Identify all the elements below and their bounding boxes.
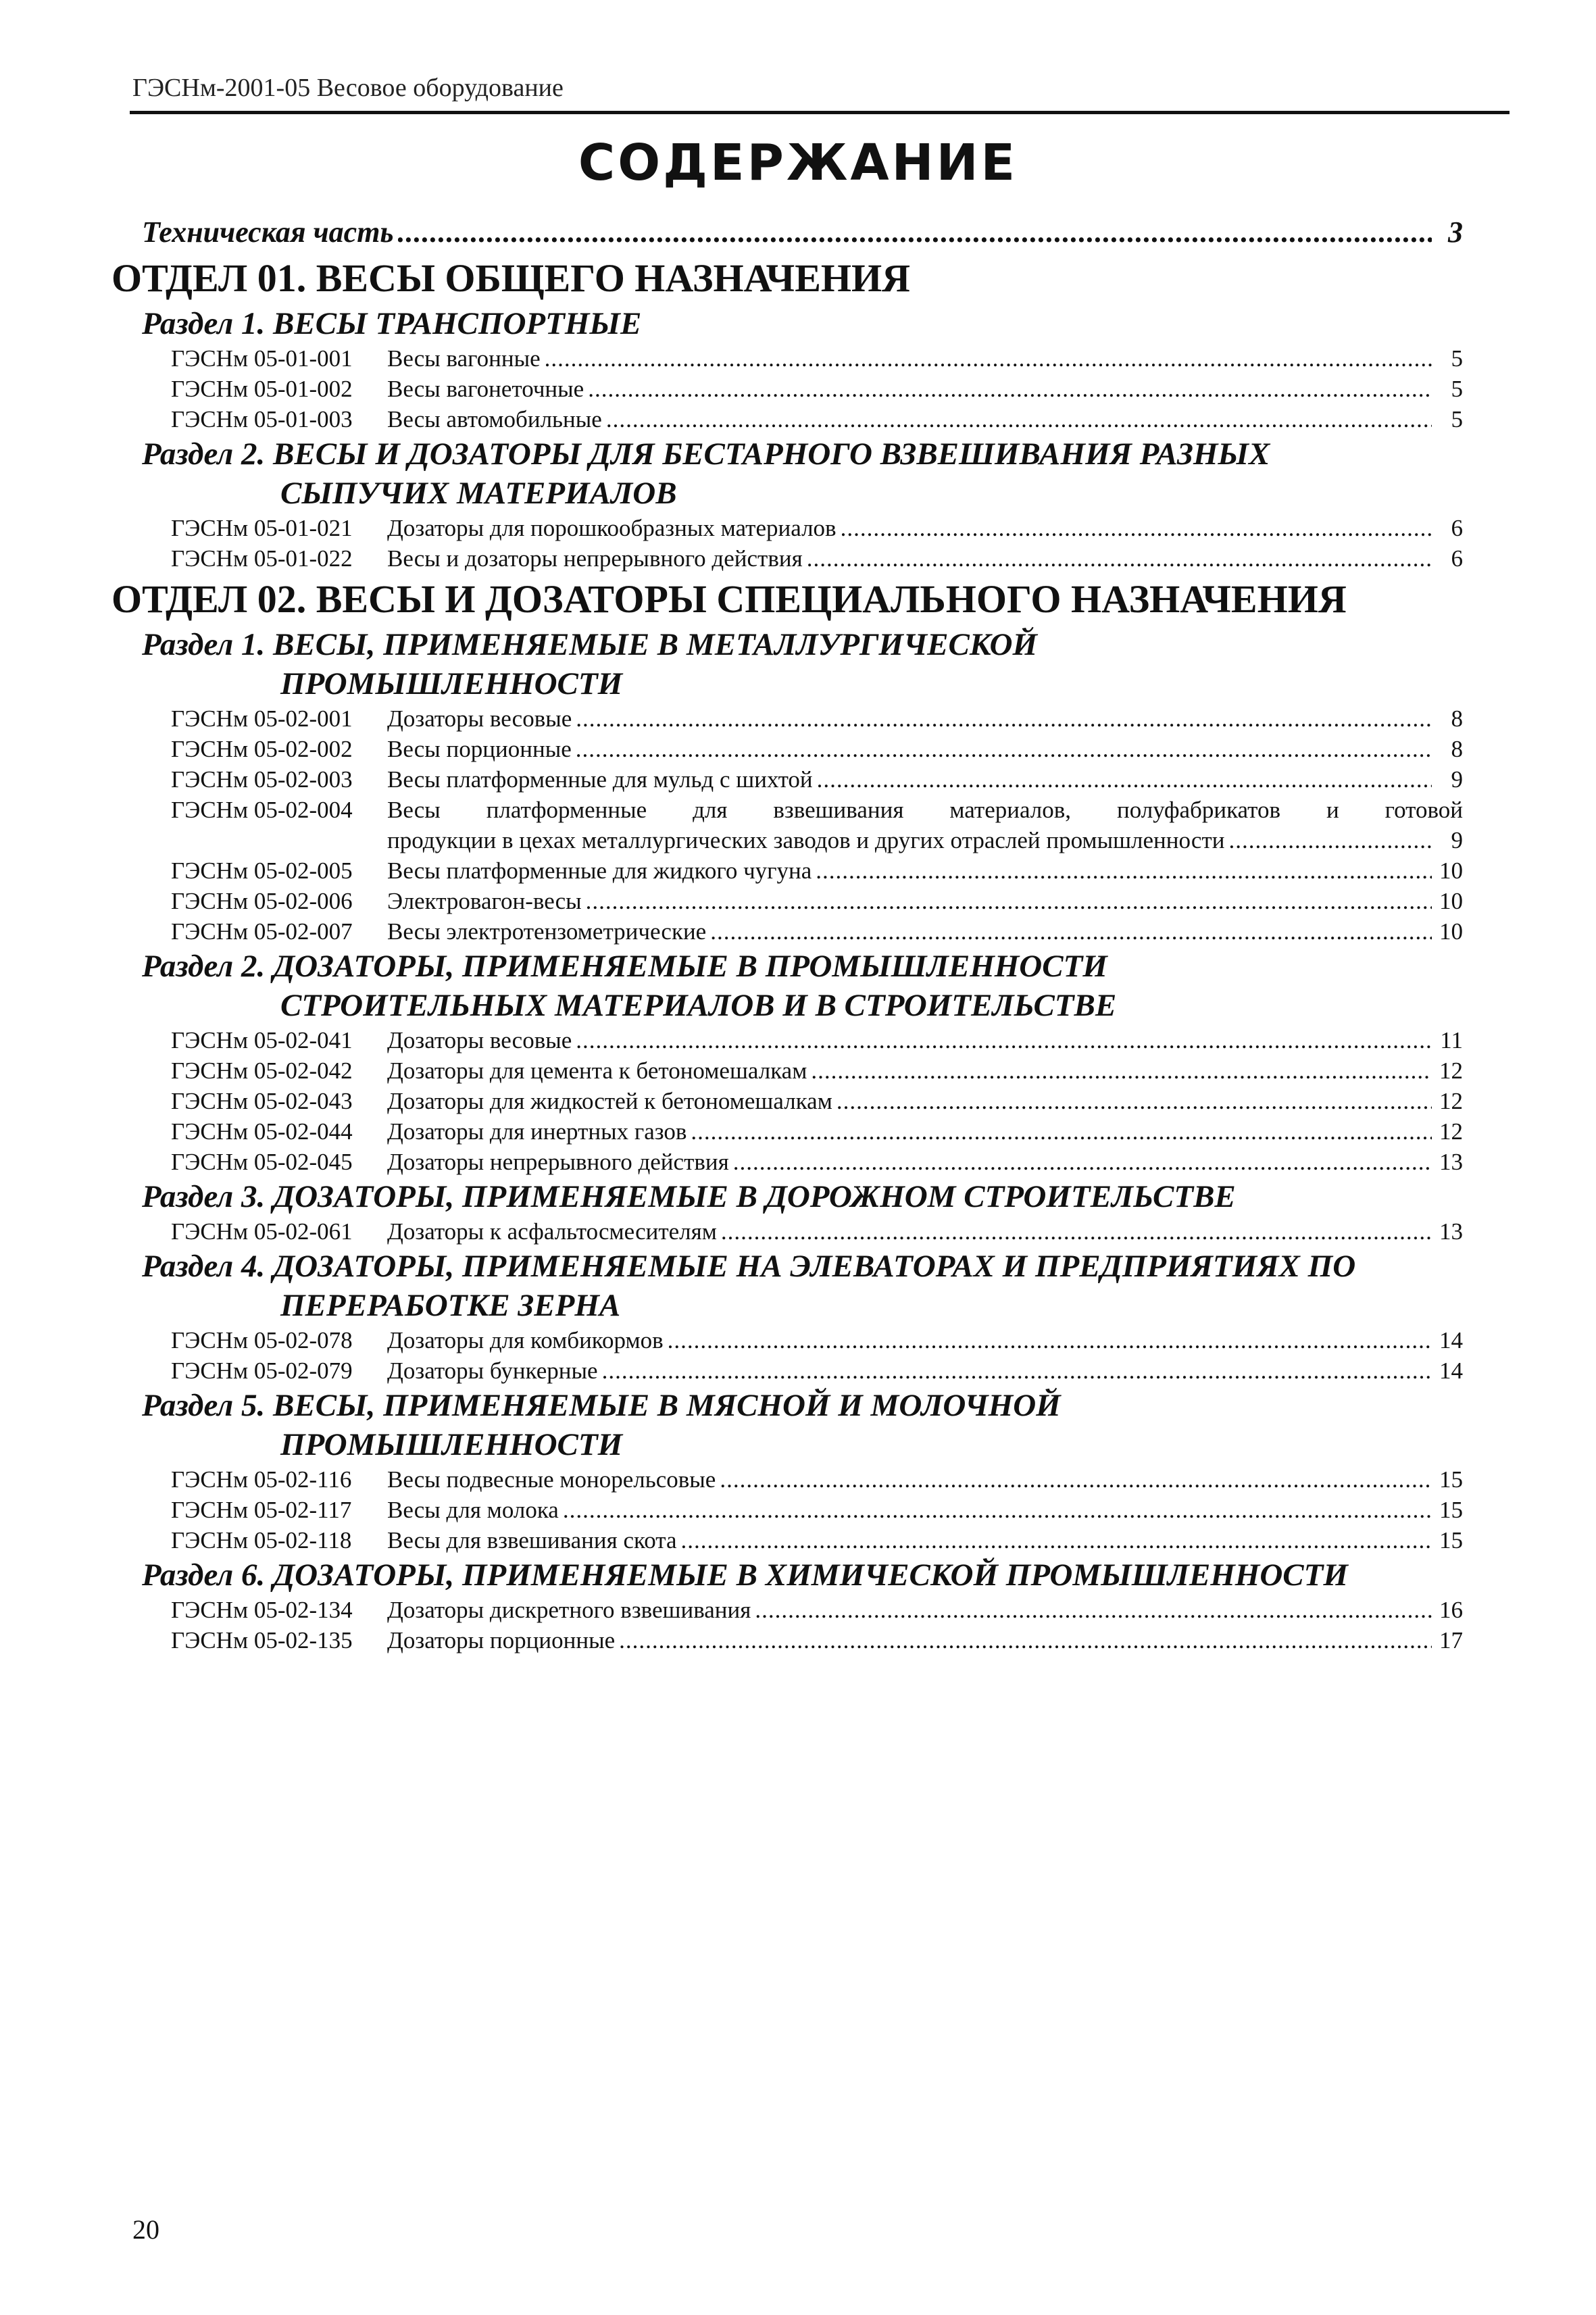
toc-entry[interactable] bbox=[111, 374, 1463, 404]
section-title-line2: ПЕРЕРАБОТКЕ ЗЕРНА bbox=[280, 1288, 621, 1323]
toc-entry-code: ГЭСНм 05-02-006 bbox=[171, 888, 353, 914]
toc-entry-code: ГЭСНм 05-01-001 bbox=[171, 345, 353, 372]
toc-entry[interactable] bbox=[111, 1625, 1463, 1656]
division-heading: ОТДЕЛ 02. ВЕСЫ И ДОЗАТОРЫ СПЕЦИАЛЬНОГО НАЗНАЧЕНИЯ bbox=[111, 577, 1347, 621]
section-heading bbox=[111, 1555, 1463, 1595]
section-title-line1: Раздел 2. ВЕСЫ И ДОЗАТОРЫ ДЛЯ БЕСТАРНОГО ВЗВЕШИВАНИЯ РАЗНЫХ bbox=[142, 437, 1270, 472]
toc-entry-label bbox=[171, 404, 602, 434]
toc-page-number: 17 bbox=[1439, 1627, 1463, 1653]
section-title-line2: СЫПУЧИХ МАТЕРИАЛОВ bbox=[280, 476, 677, 511]
toc-page-number: 8 bbox=[1451, 705, 1463, 732]
section-title-line1: Раздел 6. ДОЗАТОРЫ, ПРИМЕНЯЕМЫЕ В ХИМИЧЕСКОЙ ПРОМЫШЛЕННОСТИ bbox=[142, 1558, 1348, 1593]
toc-entry[interactable] bbox=[111, 1025, 1463, 1055]
toc-entry[interactable] bbox=[111, 1116, 1463, 1147]
toc-entry[interactable] bbox=[111, 343, 1463, 374]
leader-dots bbox=[545, 343, 1432, 374]
leader-dots bbox=[576, 734, 1432, 764]
toc-entry-code: ГЭСНм 05-01-003 bbox=[171, 406, 353, 432]
toc-entry-code: ГЭСНм 05-02-135 bbox=[171, 1627, 353, 1653]
leader-dots bbox=[668, 1325, 1432, 1355]
toc-entry-code: ГЭСНм 05-02-001 bbox=[171, 705, 353, 732]
toc-entry-label bbox=[171, 1025, 572, 1055]
toc-entry-code: ГЭСНм 05-02-079 bbox=[171, 1358, 353, 1384]
toc-entry[interactable] bbox=[111, 1055, 1463, 1086]
leader-dots bbox=[681, 1525, 1432, 1555]
leader-dots bbox=[720, 1464, 1432, 1495]
section-heading bbox=[111, 304, 1463, 343]
section-title-line2: ПРОМЫШЛЕННОСТИ bbox=[280, 1427, 623, 1462]
toc-entry[interactable] bbox=[111, 1464, 1463, 1495]
toc-entry-code: ГЭСНм 05-02-041 bbox=[171, 1027, 353, 1053]
toc-entry-label bbox=[171, 543, 803, 574]
leader-dots bbox=[691, 1116, 1432, 1147]
toc-entry-code: ГЭСНм 05-02-117 bbox=[171, 1497, 352, 1523]
toc-entry-text: Электровагон-весы bbox=[387, 888, 582, 914]
leader-dots bbox=[733, 1147, 1432, 1177]
section-title-line2: СТРОИТЕЛЬНЫХ МАТЕРИАЛОВ И В СТРОИТЕЛЬСТВЕ bbox=[280, 988, 1117, 1023]
toc-entry-code: ГЭСНм 05-02-042 bbox=[171, 1057, 353, 1084]
toc-entry-label bbox=[171, 1495, 559, 1525]
toc-entry-code: ГЭСНм 05-02-118 bbox=[171, 1527, 352, 1553]
toc-page-number: 14 bbox=[1439, 1327, 1463, 1353]
section-title-line1: Раздел 5. ВЕСЫ, ПРИМЕНЯЕМЫЕ В МЯСНОЙ И МОЛОЧНОЙ bbox=[142, 1388, 1061, 1423]
toc-entry-code: ГЭСНм 05-02-078 bbox=[171, 1327, 353, 1353]
toc-entry-code: ГЭСНм 05-02-116 bbox=[171, 1466, 352, 1493]
toc-entry-text: Дозаторы к асфальтосмесителям bbox=[387, 1218, 717, 1245]
toc-entry-text: Весы электротензометрические bbox=[387, 918, 707, 945]
toc-page-number: 10 bbox=[1439, 857, 1463, 884]
leader-dots bbox=[816, 855, 1432, 886]
toc-entry-code: ГЭСНм 05-01-002 bbox=[171, 376, 353, 402]
toc-page-number: 10 bbox=[1439, 918, 1463, 945]
toc-entry-text: Весы для взвешивания скота bbox=[387, 1527, 677, 1553]
section-title-line1: Раздел 2. ДОЗАТОРЫ, ПРИМЕНЯЕМЫЕ В ПРОМЫШЛЕННОСТИ bbox=[142, 949, 1107, 984]
section-heading bbox=[111, 1177, 1463, 1216]
toc-entry[interactable] bbox=[111, 1495, 1463, 1525]
toc-page-number: 11 bbox=[1440, 1027, 1463, 1053]
toc-entry-label bbox=[171, 1116, 687, 1147]
toc-page-number: 3 bbox=[1448, 216, 1463, 249]
toc-entry-label bbox=[171, 374, 584, 404]
toc-page-number: 9 bbox=[1451, 766, 1463, 793]
leader-dots bbox=[563, 1495, 1432, 1525]
toc-entry[interactable] bbox=[111, 703, 1463, 734]
toc-page-number: 8 bbox=[1451, 736, 1463, 762]
leader-dots bbox=[602, 1355, 1432, 1386]
toc-page-number: 13 bbox=[1439, 1218, 1463, 1245]
toc-entry-text: Весы платформенные для мульд с шихтой bbox=[387, 766, 813, 793]
toc-entry-label bbox=[171, 1086, 832, 1116]
toc-page-number: 5 bbox=[1451, 376, 1463, 402]
toc-entry-code: ГЭСНм 05-02-007 bbox=[171, 918, 353, 945]
toc-page-number: 15 bbox=[1439, 1527, 1463, 1553]
toc-entry-label bbox=[171, 886, 582, 916]
toc-entry-text: Весы подвесные монорельсовые bbox=[387, 1466, 716, 1493]
leader-dots bbox=[586, 886, 1432, 916]
toc-entry-label bbox=[171, 1055, 807, 1086]
toc-entry-text: Дозаторы для инертных газов bbox=[387, 1118, 687, 1145]
toc-entry-code: ГЭСНм 05-02-134 bbox=[171, 1597, 353, 1623]
toc-entry[interactable] bbox=[111, 404, 1463, 434]
toc-entry[interactable] bbox=[111, 795, 1463, 855]
toc-entry-label bbox=[171, 513, 837, 543]
toc-entry[interactable] bbox=[111, 916, 1463, 947]
toc-entry-text: Весы платформенные для взвешивания материалов, полуфабрикатов и готовой bbox=[387, 797, 1463, 823]
leader-dots bbox=[1228, 825, 1432, 855]
toc-entry[interactable] bbox=[111, 764, 1463, 795]
leader-dots bbox=[710, 916, 1432, 947]
section-title-line1: Раздел 3. ДОЗАТОРЫ, ПРИМЕНЯЕМЫЕ В ДОРОЖНОМ СТРОИТЕЛЬСТВЕ bbox=[142, 1179, 1236, 1214]
section-heading bbox=[111, 1386, 1463, 1464]
toc-page-number: 12 bbox=[1439, 1088, 1463, 1114]
toc-entry[interactable] bbox=[111, 1595, 1463, 1625]
toc-entry-label bbox=[171, 1464, 716, 1495]
toc-entry-label bbox=[171, 343, 541, 374]
toc-entry-text: Дозаторы непрерывного действия bbox=[387, 1149, 729, 1175]
toc-entry-label bbox=[171, 1147, 729, 1177]
toc-entry-code: ГЭСНм 05-02-043 bbox=[171, 1088, 353, 1114]
toc-entry[interactable] bbox=[111, 734, 1463, 764]
toc-entry-label bbox=[171, 764, 813, 795]
toc-page-number: 6 bbox=[1451, 515, 1463, 541]
leader-dots bbox=[817, 764, 1432, 795]
toc-entry-line1 bbox=[171, 795, 1463, 825]
toc-entry[interactable] bbox=[111, 1086, 1463, 1116]
toc-entry-code: ГЭСНм 05-02-002 bbox=[171, 736, 353, 762]
toc-entry[interactable] bbox=[111, 543, 1463, 574]
toc-page-number: 5 bbox=[1451, 345, 1463, 372]
toc-entry-code: ГЭСНм 05-01-022 bbox=[171, 545, 353, 572]
leader-dots bbox=[588, 374, 1432, 404]
toc-entry-code: ГЭСНм 05-02-061 bbox=[171, 1218, 353, 1245]
leader-dots bbox=[841, 513, 1432, 543]
toc-entry-label bbox=[171, 703, 572, 734]
toc-entry-label bbox=[171, 734, 572, 764]
toc-entry-text: Дозаторы для комбикормов bbox=[387, 1327, 664, 1353]
section-heading bbox=[111, 1247, 1463, 1325]
division-heading: ОТДЕЛ 01. ВЕСЫ ОБЩЕГО НАЗНАЧЕНИЯ bbox=[111, 256, 911, 300]
leader-dots bbox=[811, 1055, 1432, 1086]
toc-entry-text: Дозаторы весовые bbox=[387, 705, 572, 732]
toc-entry-text: Дозаторы для жидкостей к бетономешалкам bbox=[387, 1088, 832, 1114]
toc-entry-label bbox=[171, 1625, 615, 1656]
toc-entry-code: ГЭСНм 05-02-044 bbox=[171, 1118, 353, 1145]
leader-dots bbox=[619, 1625, 1432, 1656]
toc-entry-text: Весы автомобильные bbox=[387, 406, 602, 432]
toc-entry-label bbox=[171, 855, 812, 886]
toc-entry-text: Весы и дозаторы непрерывного действия bbox=[387, 545, 803, 572]
section-title-line2: ПРОМЫШЛЕННОСТИ bbox=[280, 666, 623, 701]
toc-page-number: 10 bbox=[1439, 888, 1463, 914]
toc-entry-text: Весы вагонные bbox=[387, 345, 541, 372]
toc-entry[interactable] bbox=[111, 886, 1463, 916]
page-title: СОДЕРЖАНИЕ bbox=[578, 134, 1018, 192]
toc-entry-label bbox=[171, 1525, 677, 1555]
leader-dots bbox=[837, 1086, 1432, 1116]
toc-entry-text: Дозаторы дискретного взвешивания bbox=[387, 1597, 751, 1623]
toc-entry[interactable] bbox=[111, 1525, 1463, 1555]
toc-entry-text: Весы порционные bbox=[387, 736, 572, 762]
running-header: ГЭСНм-2001-05 Весовое оборудование bbox=[132, 74, 564, 102]
toc-entry-label bbox=[171, 1216, 717, 1247]
leader-dots bbox=[576, 1025, 1432, 1055]
toc-entry-text: Весы для молока bbox=[387, 1497, 559, 1523]
toc-page-number: 5 bbox=[1451, 406, 1463, 432]
toc-entry[interactable] bbox=[111, 1147, 1463, 1177]
section-title-line1: Раздел 4. ДОЗАТОРЫ, ПРИМЕНЯЕМЫЕ НА ЭЛЕВАТОРАХ И ПРЕДПРИЯТИЯХ ПО bbox=[142, 1249, 1356, 1284]
toc-entry-label bbox=[171, 1325, 664, 1355]
leader-dots bbox=[721, 1216, 1432, 1247]
toc-entry-text: Дозаторы бункерные bbox=[387, 1358, 598, 1384]
toc-entry-text: Весы вагонеточные bbox=[387, 376, 584, 402]
leader-dots bbox=[576, 703, 1432, 734]
toc-page-number: 14 bbox=[1439, 1358, 1463, 1384]
toc-entry-code: ГЭСНм 05-02-045 bbox=[171, 1149, 353, 1175]
toc-page-number: 15 bbox=[1439, 1466, 1463, 1493]
toc-page-number: 15 bbox=[1439, 1497, 1463, 1523]
section-title-line1: Раздел 1. ВЕСЫ, ПРИМЕНЯЕМЫЕ В МЕТАЛЛУРГИЧЕСКОЙ bbox=[142, 627, 1038, 662]
toc-entry[interactable] bbox=[111, 1216, 1463, 1247]
header-rule bbox=[130, 111, 1510, 114]
leader-dots bbox=[606, 404, 1432, 434]
toc-page-number: 13 bbox=[1439, 1149, 1463, 1175]
toc-entry-label bbox=[171, 1595, 751, 1625]
section-title-line1: Раздел 1. ВЕСЫ ТРАНСПОРТНЫЕ bbox=[142, 306, 642, 341]
toc-page-number: 16 bbox=[1439, 1597, 1463, 1623]
toc-entry-text: Весы платформенные для жидкого чугуна bbox=[387, 857, 812, 884]
toc-page-number: 12 bbox=[1439, 1118, 1463, 1145]
page-number: 20 bbox=[132, 2214, 159, 2245]
section-heading bbox=[111, 947, 1463, 1025]
toc-entry-label bbox=[171, 916, 706, 947]
leader-dots bbox=[398, 215, 1432, 249]
section-heading bbox=[111, 434, 1463, 513]
toc-entry-text: Дозаторы порционные bbox=[387, 1627, 616, 1653]
toc-entry-line2 bbox=[171, 825, 1463, 855]
toc-page-number: 12 bbox=[1439, 1057, 1463, 1084]
leader-dots bbox=[755, 1595, 1432, 1625]
toc-entry-code: ГЭСНм 05-02-003 bbox=[171, 766, 353, 793]
toc-entry[interactable] bbox=[111, 1355, 1463, 1386]
toc-entry-code: ГЭСНм 05-02-004 bbox=[171, 797, 353, 823]
toc-entry-label: Техническая часть bbox=[142, 216, 394, 249]
toc-entry-text: Дозаторы для цемента к бетономешалкам bbox=[387, 1057, 807, 1084]
table-of-contents bbox=[111, 215, 1463, 1656]
toc-entry[interactable] bbox=[111, 513, 1463, 543]
section-heading bbox=[111, 625, 1463, 703]
toc-entry-text: Дозаторы весовые bbox=[387, 1027, 572, 1053]
toc-entry[interactable] bbox=[111, 1325, 1463, 1355]
toc-entry-technical-part[interactable] bbox=[111, 215, 1463, 253]
toc-entry-code: ГЭСНм 05-01-021 bbox=[171, 515, 353, 541]
toc-entry-label bbox=[171, 1355, 598, 1386]
leader-dots bbox=[807, 543, 1432, 574]
toc-page-number: 9 bbox=[1451, 827, 1463, 853]
toc-entry-text-cont: продукции в цехах металлургических заводов и других отраслей промышленности bbox=[387, 827, 1225, 853]
toc-entry-code: ГЭСНм 05-02-005 bbox=[171, 857, 353, 884]
toc-entry-text: Дозаторы для порошкообразных материалов bbox=[387, 515, 837, 541]
toc-entry[interactable] bbox=[111, 855, 1463, 886]
toc-page-number: 6 bbox=[1451, 545, 1463, 572]
